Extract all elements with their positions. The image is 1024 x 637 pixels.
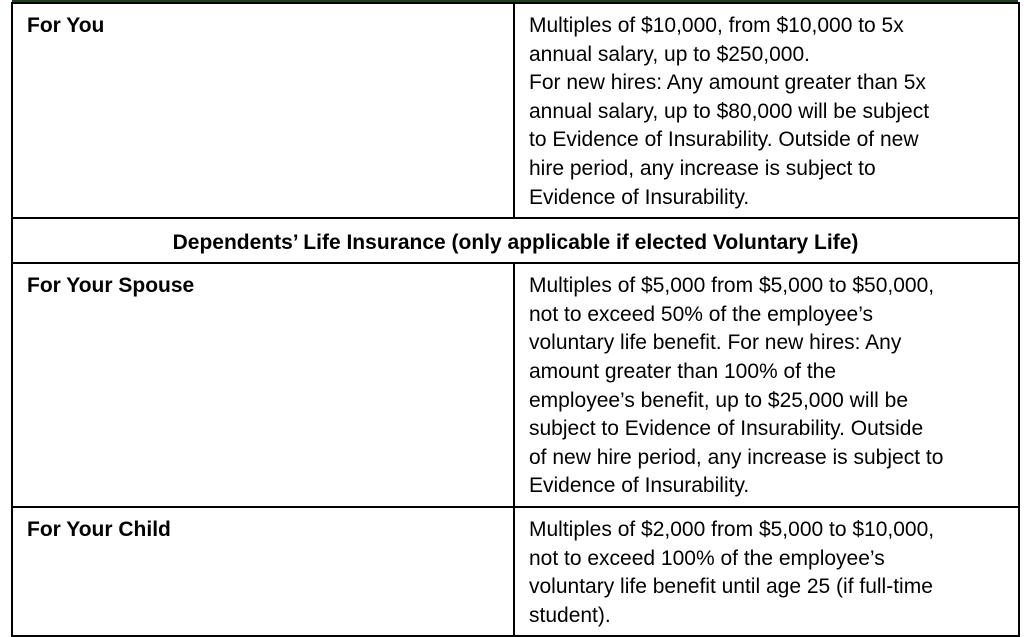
description-line: employee’s benefit, up to $25,000 will be: [529, 388, 909, 412]
description-line: Evidence of Insurability.: [529, 185, 750, 209]
description-line: not to exceed 100% of the employee’s: [529, 546, 885, 570]
section-header-row: [12, 218, 1019, 263]
description-line: to Evidence of Insurability. Outside of new: [529, 128, 919, 152]
description-line: voluntary life benefit. For new hires: Any: [529, 331, 902, 355]
row-description-for-your-child: [514, 507, 1019, 636]
description-line: Multiples of $10,000, from $10,000 to 5x: [529, 14, 904, 37]
table-row: [12, 263, 1019, 507]
description-line: Multiples of $5,000 from $5,000 to $50,000,: [529, 274, 935, 298]
description-line: not to exceed 50% of the employee’s: [529, 302, 874, 326]
table-row: [12, 507, 1019, 636]
table-row: [12, 3, 1019, 218]
life-insurance-table: [11, 2, 1020, 637]
description-line: hire period, any increase is subject to: [529, 156, 876, 180]
description-line: amount greater than 100% of the: [529, 359, 837, 383]
row-label-for-your-child: For Your Child: [12, 507, 514, 636]
description-line: voluntary life benefit until age 25 (if full-time: [529, 575, 933, 599]
row-description-for-you: [514, 3, 1019, 218]
description-line: Evidence of Insurability.: [529, 474, 750, 498]
row-description-for-your-spouse: [514, 263, 1019, 507]
description-line: subject to Evidence of Insurability. Outside: [529, 417, 924, 441]
description-line: of new hire period, any increase is subject to: [529, 445, 944, 469]
dependents-section-header: Dependents’ Life Insurance (only applicable if elected Voluntary Life): [12, 218, 1019, 263]
description-line: Multiples of $2,000 from $5,000 to $10,000,: [529, 517, 935, 541]
description-line: For new hires: Any amount greater than 5x: [529, 71, 926, 95]
description-line: annual salary, up to $250,000.: [529, 42, 810, 66]
row-label-for-your-spouse: For Your Spouse: [12, 263, 514, 507]
row-label-for-you: For You: [12, 3, 514, 218]
description-line: student).: [529, 603, 611, 627]
description-line: annual salary, up to $80,000 will be subject: [529, 99, 930, 123]
